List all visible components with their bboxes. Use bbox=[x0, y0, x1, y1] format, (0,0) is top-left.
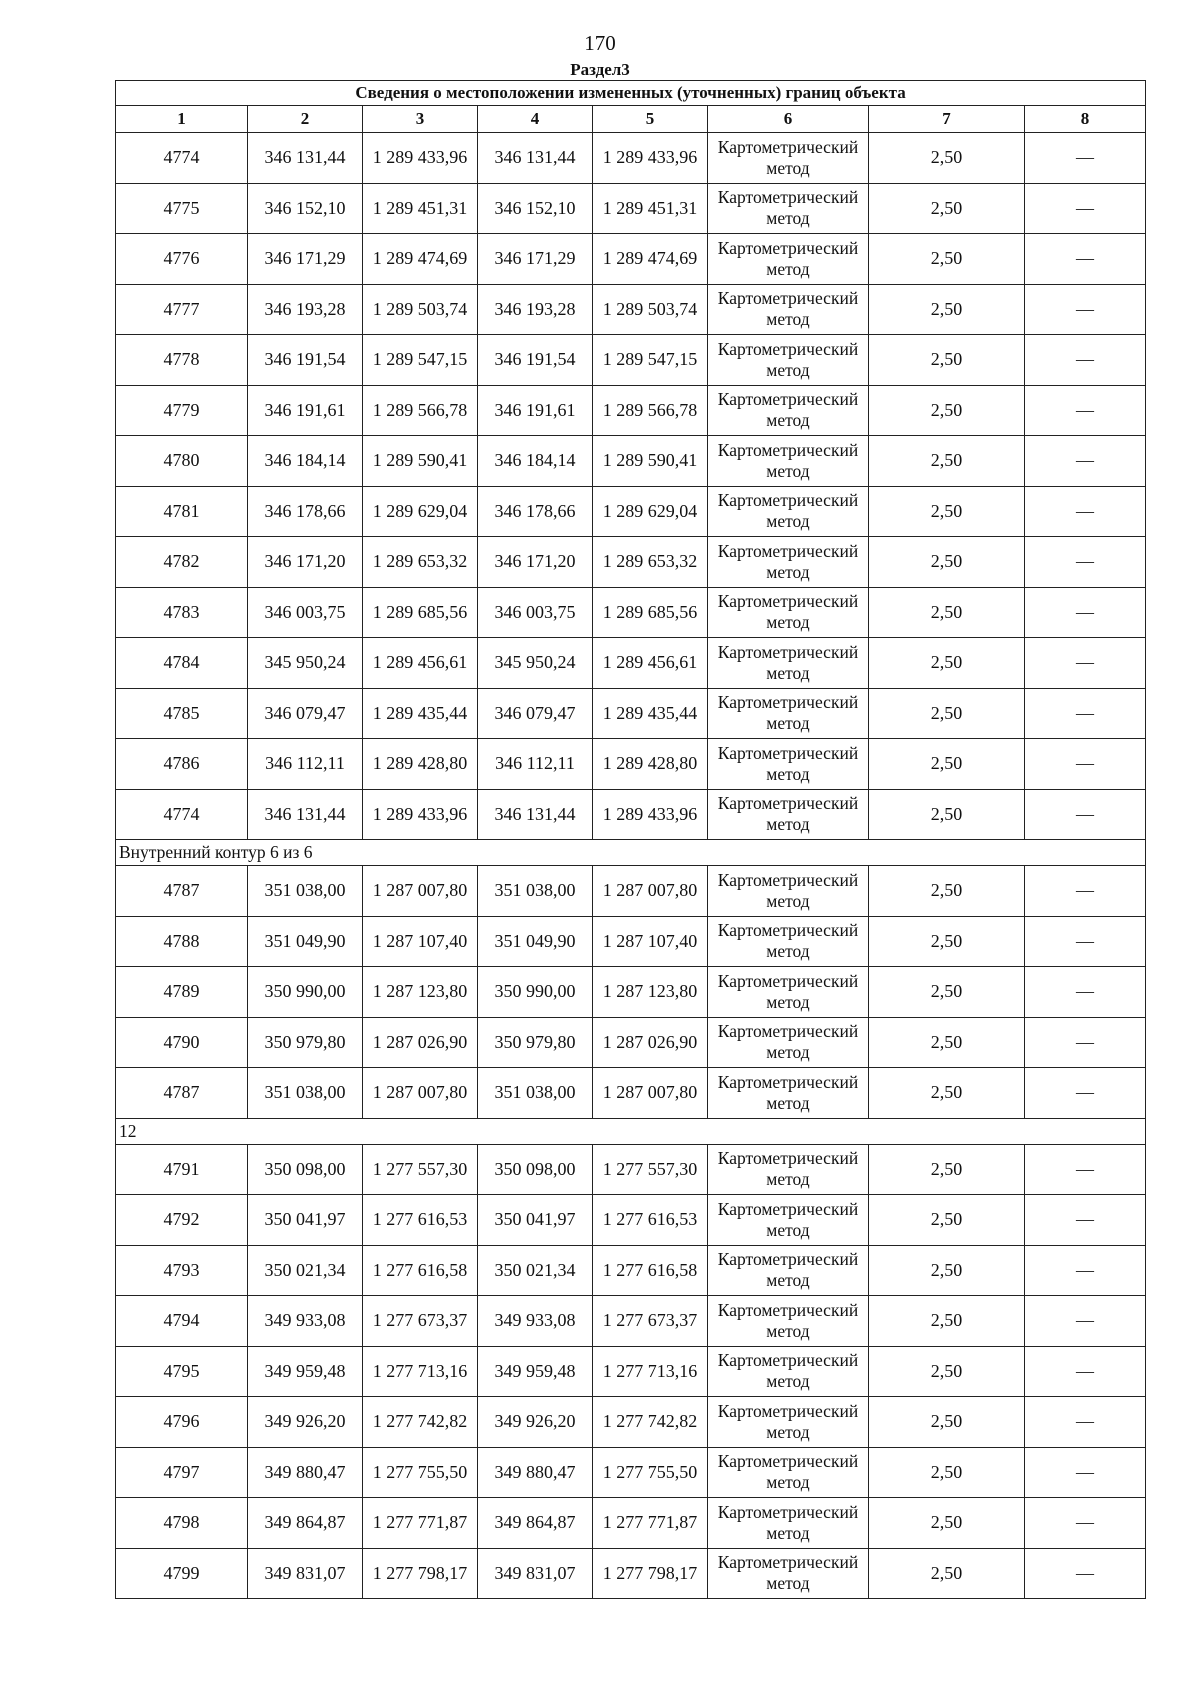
method-cell: Картометрический метод bbox=[708, 1017, 869, 1068]
x-old-cell: 351 038,00 bbox=[248, 866, 363, 917]
x-new-cell: 350 021,34 bbox=[478, 1245, 593, 1296]
x-new-cell: 351 049,90 bbox=[478, 916, 593, 967]
accuracy-cell: 2,50 bbox=[869, 1346, 1025, 1397]
x-new-cell: 349 926,20 bbox=[478, 1397, 593, 1448]
x-old-cell: 349 880,47 bbox=[248, 1447, 363, 1498]
y-new-cell: 1 277 755,50 bbox=[593, 1447, 708, 1498]
y-new-cell: 1 277 771,87 bbox=[593, 1498, 708, 1549]
x-old-cell: 346 191,54 bbox=[248, 335, 363, 386]
y-old-cell: 1 287 026,90 bbox=[363, 1017, 478, 1068]
table-row bbox=[116, 1195, 1146, 1246]
note-cell: — bbox=[1025, 688, 1146, 739]
note-cell: — bbox=[1025, 866, 1146, 917]
point-number-cell: 4774 bbox=[116, 133, 248, 184]
accuracy-cell: 2,50 bbox=[869, 1447, 1025, 1498]
contour-label: Внутренний контур 6 из 6 bbox=[116, 840, 1146, 866]
accuracy-cell: 2,50 bbox=[869, 284, 1025, 335]
note-cell: — bbox=[1025, 916, 1146, 967]
y-new-cell: 1 277 557,30 bbox=[593, 1144, 708, 1195]
table-row bbox=[116, 967, 1146, 1018]
y-old-cell: 1 289 428,80 bbox=[363, 739, 478, 790]
x-old-cell: 349 933,08 bbox=[248, 1296, 363, 1347]
x-new-cell: 346 131,44 bbox=[478, 133, 593, 184]
x-old-cell: 349 831,07 bbox=[248, 1548, 363, 1599]
y-new-cell: 1 277 798,17 bbox=[593, 1548, 708, 1599]
table-row bbox=[116, 1498, 1146, 1549]
point-number-cell: 4794 bbox=[116, 1296, 248, 1347]
table-row bbox=[116, 1245, 1146, 1296]
y-new-cell: 1 289 451,31 bbox=[593, 183, 708, 234]
x-old-cell: 346 171,29 bbox=[248, 234, 363, 285]
accuracy-cell: 2,50 bbox=[869, 1245, 1025, 1296]
accuracy-cell: 2,50 bbox=[869, 436, 1025, 487]
x-old-cell: 346 152,10 bbox=[248, 183, 363, 234]
x-old-cell: 350 979,80 bbox=[248, 1017, 363, 1068]
y-new-cell: 1 277 616,53 bbox=[593, 1195, 708, 1246]
note-cell: — bbox=[1025, 587, 1146, 638]
note-cell: — bbox=[1025, 1296, 1146, 1347]
table-row bbox=[116, 1144, 1146, 1195]
y-old-cell: 1 287 123,80 bbox=[363, 967, 478, 1018]
note-cell: — bbox=[1025, 486, 1146, 537]
x-new-cell: 346 112,11 bbox=[478, 739, 593, 790]
y-new-cell: 1 289 435,44 bbox=[593, 688, 708, 739]
y-new-cell: 1 287 107,40 bbox=[593, 916, 708, 967]
point-number-cell: 4791 bbox=[116, 1144, 248, 1195]
x-new-cell: 350 990,00 bbox=[478, 967, 593, 1018]
x-new-cell: 349 831,07 bbox=[478, 1548, 593, 1599]
note-cell: — bbox=[1025, 1397, 1146, 1448]
section-title: Раздел3 bbox=[570, 60, 630, 79]
method-cell: Картометрический метод bbox=[708, 385, 869, 436]
note-cell: — bbox=[1025, 537, 1146, 588]
note-cell: — bbox=[1025, 1498, 1146, 1549]
table-row bbox=[116, 385, 1146, 436]
table-row bbox=[116, 1447, 1146, 1498]
y-new-cell: 1 289 474,69 bbox=[593, 234, 708, 285]
method-cell: Картометрический метод bbox=[708, 866, 869, 917]
y-new-cell: 1 277 673,37 bbox=[593, 1296, 708, 1347]
accuracy-cell: 2,50 bbox=[869, 967, 1025, 1018]
method-cell: Картометрический метод bbox=[708, 967, 869, 1018]
table-row bbox=[116, 284, 1146, 335]
x-new-cell: 346 191,61 bbox=[478, 385, 593, 436]
y-old-cell: 1 289 547,15 bbox=[363, 335, 478, 386]
note-cell: — bbox=[1025, 1068, 1146, 1119]
note-cell: — bbox=[1025, 1245, 1146, 1296]
x-old-cell: 346 079,47 bbox=[248, 688, 363, 739]
accuracy-cell: 2,50 bbox=[869, 1017, 1025, 1068]
method-cell: Картометрический метод bbox=[708, 1068, 869, 1119]
y-old-cell: 1 277 557,30 bbox=[363, 1144, 478, 1195]
y-old-cell: 1 277 798,17 bbox=[363, 1548, 478, 1599]
table-row bbox=[116, 335, 1146, 386]
table-row bbox=[116, 739, 1146, 790]
x-old-cell: 350 021,34 bbox=[248, 1245, 363, 1296]
note-cell: — bbox=[1025, 436, 1146, 487]
table-row bbox=[116, 537, 1146, 588]
point-number-cell: 4792 bbox=[116, 1195, 248, 1246]
column-number: 4 bbox=[478, 106, 593, 133]
note-cell: — bbox=[1025, 335, 1146, 386]
note-cell: — bbox=[1025, 183, 1146, 234]
method-cell: Картометрический метод bbox=[708, 1296, 869, 1347]
x-old-cell: 346 003,75 bbox=[248, 587, 363, 638]
x-new-cell: 350 041,97 bbox=[478, 1195, 593, 1246]
table-caption: Сведения о местоположении измененных (уточненных) границ объекта bbox=[116, 81, 1146, 106]
point-number-cell: 4774 bbox=[116, 789, 248, 840]
accuracy-cell: 2,50 bbox=[869, 916, 1025, 967]
note-cell: — bbox=[1025, 133, 1146, 184]
x-old-cell: 346 184,14 bbox=[248, 436, 363, 487]
table-row bbox=[116, 1017, 1146, 1068]
table-row bbox=[116, 436, 1146, 487]
note-cell: — bbox=[1025, 739, 1146, 790]
y-new-cell: 1 289 456,61 bbox=[593, 638, 708, 689]
y-new-cell: 1 287 123,80 bbox=[593, 967, 708, 1018]
y-new-cell: 1 287 007,80 bbox=[593, 1068, 708, 1119]
x-new-cell: 346 191,54 bbox=[478, 335, 593, 386]
y-old-cell: 1 289 433,96 bbox=[363, 789, 478, 840]
y-old-cell: 1 277 616,58 bbox=[363, 1245, 478, 1296]
x-new-cell: 345 950,24 bbox=[478, 638, 593, 689]
column-number: 2 bbox=[248, 106, 363, 133]
accuracy-cell: 2,50 bbox=[869, 385, 1025, 436]
y-old-cell: 1 289 590,41 bbox=[363, 436, 478, 487]
y-new-cell: 1 277 713,16 bbox=[593, 1346, 708, 1397]
table-row bbox=[116, 638, 1146, 689]
y-new-cell: 1 289 547,15 bbox=[593, 335, 708, 386]
note-cell: — bbox=[1025, 1195, 1146, 1246]
page-number: 170 bbox=[584, 31, 616, 55]
accuracy-cell: 2,50 bbox=[869, 486, 1025, 537]
note-cell: — bbox=[1025, 1346, 1146, 1397]
method-cell: Картометрический метод bbox=[708, 916, 869, 967]
table-row bbox=[116, 183, 1146, 234]
table-row bbox=[116, 1397, 1146, 1448]
point-number-cell: 4796 bbox=[116, 1397, 248, 1448]
x-old-cell: 346 131,44 bbox=[248, 789, 363, 840]
x-new-cell: 349 933,08 bbox=[478, 1296, 593, 1347]
column-number: 5 bbox=[593, 106, 708, 133]
table-row bbox=[116, 587, 1146, 638]
y-old-cell: 1 277 673,37 bbox=[363, 1296, 478, 1347]
point-number-cell: 4784 bbox=[116, 638, 248, 689]
accuracy-cell: 2,50 bbox=[869, 638, 1025, 689]
method-cell: Картометрический метод bbox=[708, 1548, 869, 1599]
y-old-cell: 1 289 435,44 bbox=[363, 688, 478, 739]
x-old-cell: 350 098,00 bbox=[248, 1144, 363, 1195]
y-new-cell: 1 289 433,96 bbox=[593, 789, 708, 840]
point-number-cell: 4781 bbox=[116, 486, 248, 537]
point-number-cell: 4783 bbox=[116, 587, 248, 638]
x-old-cell: 345 950,24 bbox=[248, 638, 363, 689]
method-cell: Картометрический метод bbox=[708, 234, 869, 285]
x-old-cell: 346 131,44 bbox=[248, 133, 363, 184]
y-old-cell: 1 277 742,82 bbox=[363, 1397, 478, 1448]
x-new-cell: 346 184,14 bbox=[478, 436, 593, 487]
table-row bbox=[116, 916, 1146, 967]
table-row bbox=[116, 133, 1146, 184]
column-number: 7 bbox=[869, 106, 1025, 133]
point-number-cell: 4790 bbox=[116, 1017, 248, 1068]
y-new-cell: 1 289 653,32 bbox=[593, 537, 708, 588]
y-old-cell: 1 287 007,80 bbox=[363, 1068, 478, 1119]
point-number-cell: 4782 bbox=[116, 537, 248, 588]
x-new-cell: 349 880,47 bbox=[478, 1447, 593, 1498]
coordinates-table bbox=[115, 80, 1146, 1599]
point-number-cell: 4775 bbox=[116, 183, 248, 234]
method-cell: Картометрический метод bbox=[708, 1245, 869, 1296]
point-number-cell: 4785 bbox=[116, 688, 248, 739]
x-new-cell: 350 098,00 bbox=[478, 1144, 593, 1195]
table-row bbox=[116, 866, 1146, 917]
accuracy-cell: 2,50 bbox=[869, 1397, 1025, 1448]
x-old-cell: 350 041,97 bbox=[248, 1195, 363, 1246]
method-cell: Картометрический метод bbox=[708, 688, 869, 739]
point-number-cell: 4787 bbox=[116, 866, 248, 917]
x-new-cell: 346 171,29 bbox=[478, 234, 593, 285]
method-cell: Картометрический метод bbox=[708, 183, 869, 234]
x-new-cell: 350 979,80 bbox=[478, 1017, 593, 1068]
accuracy-cell: 2,50 bbox=[869, 789, 1025, 840]
method-cell: Картометрический метод bbox=[708, 789, 869, 840]
method-cell: Картометрический метод bbox=[708, 486, 869, 537]
x-new-cell: 346 152,10 bbox=[478, 183, 593, 234]
x-new-cell: 346 003,75 bbox=[478, 587, 593, 638]
point-number-cell: 4787 bbox=[116, 1068, 248, 1119]
y-old-cell: 1 289 653,32 bbox=[363, 537, 478, 588]
y-new-cell: 1 289 428,80 bbox=[593, 739, 708, 790]
method-cell: Картометрический метод bbox=[708, 1447, 869, 1498]
point-number-cell: 4778 bbox=[116, 335, 248, 386]
y-old-cell: 1 277 755,50 bbox=[363, 1447, 478, 1498]
method-cell: Картометрический метод bbox=[708, 587, 869, 638]
x-old-cell: 349 926,20 bbox=[248, 1397, 363, 1448]
point-number-cell: 4777 bbox=[116, 284, 248, 335]
x-new-cell: 351 038,00 bbox=[478, 866, 593, 917]
table-row bbox=[116, 1296, 1146, 1347]
y-new-cell: 1 289 566,78 bbox=[593, 385, 708, 436]
accuracy-cell: 2,50 bbox=[869, 866, 1025, 917]
method-cell: Картометрический метод bbox=[708, 1195, 869, 1246]
column-number: 1 bbox=[116, 106, 248, 133]
method-cell: Картометрический метод bbox=[708, 284, 869, 335]
x-new-cell: 346 178,66 bbox=[478, 486, 593, 537]
x-new-cell: 346 079,47 bbox=[478, 688, 593, 739]
point-number-cell: 4786 bbox=[116, 739, 248, 790]
table-row bbox=[116, 1548, 1146, 1599]
table-row bbox=[116, 789, 1146, 840]
y-old-cell: 1 289 474,69 bbox=[363, 234, 478, 285]
x-new-cell: 346 193,28 bbox=[478, 284, 593, 335]
y-old-cell: 1 289 456,61 bbox=[363, 638, 478, 689]
x-old-cell: 351 038,00 bbox=[248, 1068, 363, 1119]
column-number: 6 bbox=[708, 106, 869, 133]
note-cell: — bbox=[1025, 284, 1146, 335]
accuracy-cell: 2,50 bbox=[869, 587, 1025, 638]
y-old-cell: 1 287 007,80 bbox=[363, 866, 478, 917]
note-cell: — bbox=[1025, 1548, 1146, 1599]
method-cell: Картометрический метод bbox=[708, 638, 869, 689]
table-row bbox=[116, 1068, 1146, 1119]
x-old-cell: 346 112,11 bbox=[248, 739, 363, 790]
x-old-cell: 346 193,28 bbox=[248, 284, 363, 335]
method-cell: Картометрический метод bbox=[708, 537, 869, 588]
note-cell: — bbox=[1025, 1144, 1146, 1195]
x-new-cell: 349 864,87 bbox=[478, 1498, 593, 1549]
accuracy-cell: 2,50 bbox=[869, 537, 1025, 588]
point-number-cell: 4793 bbox=[116, 1245, 248, 1296]
x-old-cell: 349 959,48 bbox=[248, 1346, 363, 1397]
y-new-cell: 1 289 503,74 bbox=[593, 284, 708, 335]
y-old-cell: 1 289 451,31 bbox=[363, 183, 478, 234]
note-cell: — bbox=[1025, 638, 1146, 689]
table-body bbox=[116, 133, 1146, 1599]
method-cell: Картометрический метод bbox=[708, 1144, 869, 1195]
note-cell: — bbox=[1025, 1447, 1146, 1498]
point-number-cell: 4795 bbox=[116, 1346, 248, 1397]
point-number-cell: 4789 bbox=[116, 967, 248, 1018]
accuracy-cell: 2,50 bbox=[869, 1548, 1025, 1599]
method-cell: Картометрический метод bbox=[708, 1346, 869, 1397]
method-cell: Картометрический метод bbox=[708, 436, 869, 487]
y-old-cell: 1 289 629,04 bbox=[363, 486, 478, 537]
point-number-cell: 4780 bbox=[116, 436, 248, 487]
point-number-cell: 4799 bbox=[116, 1548, 248, 1599]
y-old-cell: 1 289 503,74 bbox=[363, 284, 478, 335]
accuracy-cell: 2,50 bbox=[869, 688, 1025, 739]
accuracy-cell: 2,50 bbox=[869, 335, 1025, 386]
method-cell: Картометрический метод bbox=[708, 1397, 869, 1448]
note-cell: — bbox=[1025, 789, 1146, 840]
y-new-cell: 1 287 007,80 bbox=[593, 866, 708, 917]
accuracy-cell: 2,50 bbox=[869, 133, 1025, 184]
accuracy-cell: 2,50 bbox=[869, 739, 1025, 790]
point-number-cell: 4776 bbox=[116, 234, 248, 285]
x-new-cell: 346 171,20 bbox=[478, 537, 593, 588]
y-old-cell: 1 289 685,56 bbox=[363, 587, 478, 638]
y-new-cell: 1 277 742,82 bbox=[593, 1397, 708, 1448]
table-row bbox=[116, 688, 1146, 739]
point-number-cell: 4798 bbox=[116, 1498, 248, 1549]
point-number-cell: 4788 bbox=[116, 916, 248, 967]
x-new-cell: 346 131,44 bbox=[478, 789, 593, 840]
accuracy-cell: 2,50 bbox=[869, 183, 1025, 234]
note-cell: — bbox=[1025, 385, 1146, 436]
note-cell: — bbox=[1025, 967, 1146, 1018]
y-new-cell: 1 289 590,41 bbox=[593, 436, 708, 487]
method-cell: Картометрический метод bbox=[708, 1498, 869, 1549]
y-new-cell: 1 289 629,04 bbox=[593, 486, 708, 537]
accuracy-cell: 2,50 bbox=[869, 234, 1025, 285]
x-old-cell: 346 178,66 bbox=[248, 486, 363, 537]
y-old-cell: 1 277 713,16 bbox=[363, 1346, 478, 1397]
accuracy-cell: 2,50 bbox=[869, 1144, 1025, 1195]
note-cell: — bbox=[1025, 1017, 1146, 1068]
accuracy-cell: 2,50 bbox=[869, 1296, 1025, 1347]
y-new-cell: 1 289 433,96 bbox=[593, 133, 708, 184]
x-old-cell: 346 171,20 bbox=[248, 537, 363, 588]
x-old-cell: 350 990,00 bbox=[248, 967, 363, 1018]
y-old-cell: 1 289 566,78 bbox=[363, 385, 478, 436]
y-new-cell: 1 277 616,58 bbox=[593, 1245, 708, 1296]
y-old-cell: 1 277 616,53 bbox=[363, 1195, 478, 1246]
column-number: 8 bbox=[1025, 106, 1146, 133]
accuracy-cell: 2,50 bbox=[869, 1498, 1025, 1549]
point-number-cell: 4797 bbox=[116, 1447, 248, 1498]
contour-label-row bbox=[116, 1118, 1146, 1144]
method-cell: Картометрический метод bbox=[708, 335, 869, 386]
table-row bbox=[116, 234, 1146, 285]
column-number-row bbox=[116, 106, 1146, 133]
accuracy-cell: 2,50 bbox=[869, 1068, 1025, 1119]
table-row bbox=[116, 1346, 1146, 1397]
x-new-cell: 351 038,00 bbox=[478, 1068, 593, 1119]
y-old-cell: 1 287 107,40 bbox=[363, 916, 478, 967]
contour-label-row bbox=[116, 840, 1146, 866]
y-new-cell: 1 289 685,56 bbox=[593, 587, 708, 638]
method-cell: Картометрический метод bbox=[708, 739, 869, 790]
x-old-cell: 346 191,61 bbox=[248, 385, 363, 436]
point-number-cell: 4779 bbox=[116, 385, 248, 436]
method-cell: Картометрический метод bbox=[708, 133, 869, 184]
note-cell: — bbox=[1025, 234, 1146, 285]
x-new-cell: 349 959,48 bbox=[478, 1346, 593, 1397]
x-old-cell: 349 864,87 bbox=[248, 1498, 363, 1549]
y-new-cell: 1 287 026,90 bbox=[593, 1017, 708, 1068]
table-row bbox=[116, 486, 1146, 537]
y-old-cell: 1 277 771,87 bbox=[363, 1498, 478, 1549]
column-number: 3 bbox=[363, 106, 478, 133]
contour-label: 12 bbox=[116, 1118, 1146, 1144]
y-old-cell: 1 289 433,96 bbox=[363, 133, 478, 184]
accuracy-cell: 2,50 bbox=[869, 1195, 1025, 1246]
x-old-cell: 351 049,90 bbox=[248, 916, 363, 967]
